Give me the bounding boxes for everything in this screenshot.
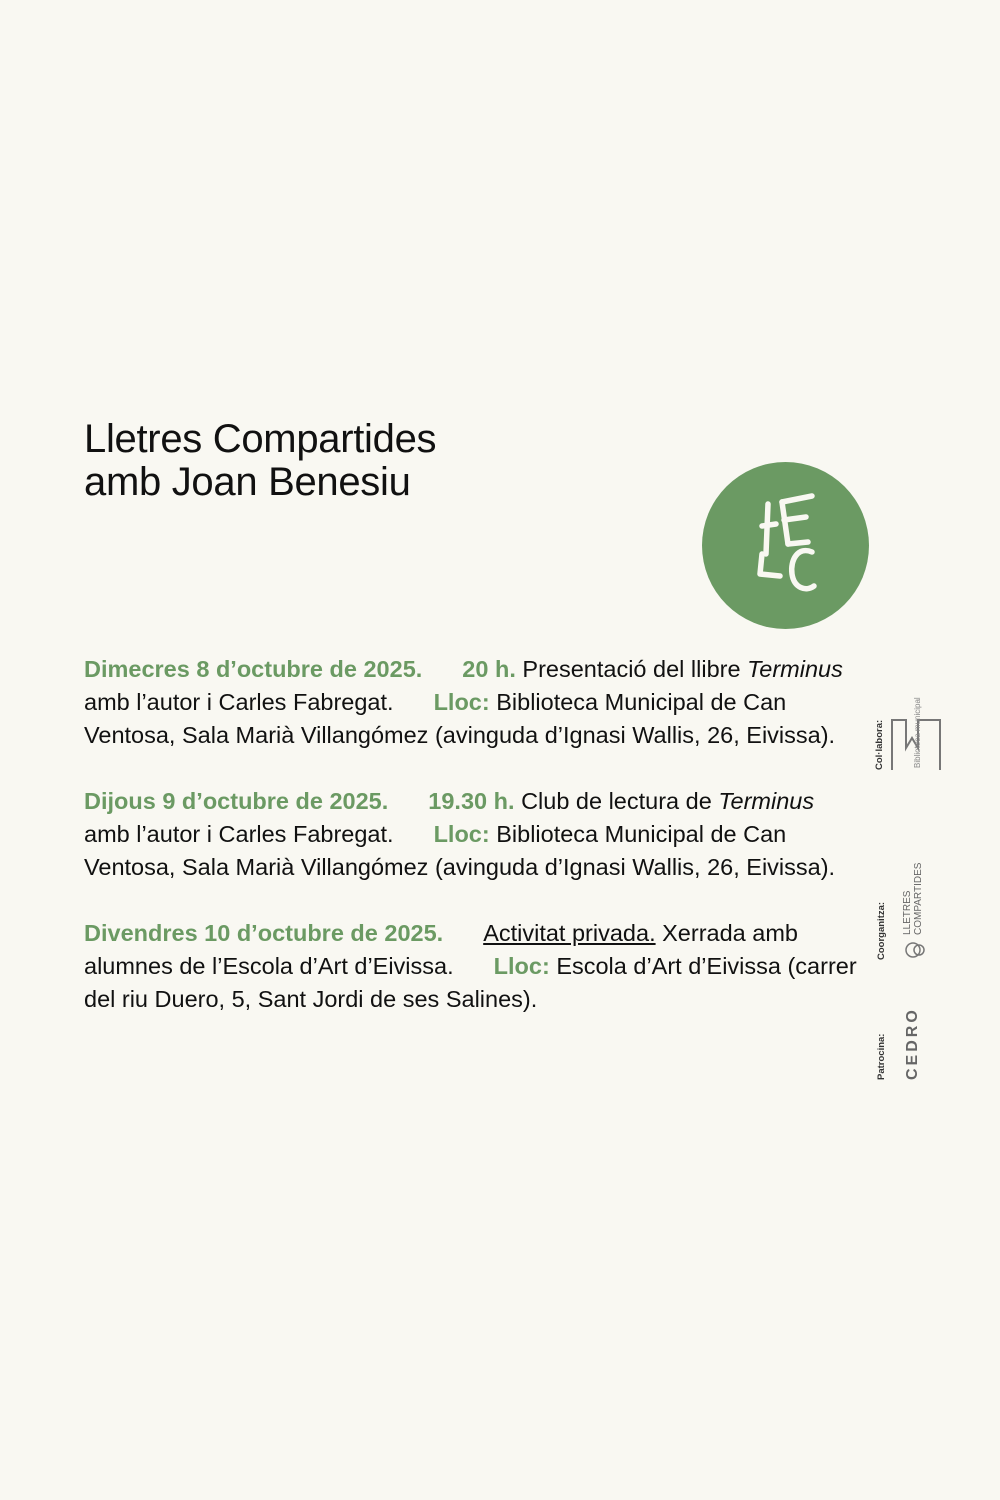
book-title: Terminus bbox=[747, 656, 843, 682]
event-description-rest: amb l’autor i Carles Fabregat. bbox=[84, 689, 394, 715]
event-place: Escola d’Art d’Eivissa (carrer del riu Duero, 5, Sant Jordi de ses Salines). bbox=[84, 953, 857, 1012]
private-activity-label: Activitat privada. bbox=[483, 920, 656, 946]
place-label: Lloc: bbox=[433, 821, 490, 847]
place-label: Lloc: bbox=[493, 953, 550, 979]
lletres-compartides-logo-icon bbox=[702, 462, 869, 629]
title-line-1: Lletres Compartides bbox=[84, 417, 437, 461]
place-label: Lloc: bbox=[433, 689, 490, 715]
event-description: Club de lectura de bbox=[521, 788, 712, 814]
patrocina-label: Patrocina: bbox=[876, 1033, 887, 1080]
coorganitza-label: Coorganitza: bbox=[876, 901, 887, 960]
event-date: Divendres 10 d’octubre de 2025. bbox=[84, 920, 444, 946]
collabora-name: Biblioteca municipal bbox=[913, 697, 922, 768]
event-description: Xerrada amb alumnes de l’Escola d’Art d’Eivissa. bbox=[84, 920, 798, 979]
events-list bbox=[84, 653, 864, 1049]
ampersand-icon bbox=[904, 938, 926, 962]
event-time: 19.30 h. bbox=[428, 788, 515, 814]
event-date: Dijous 9 d’octubre de 2025. bbox=[84, 788, 389, 814]
title-line-2: amb Joan Benesiu bbox=[84, 460, 411, 504]
coorganitza-line-2: COMPARTIDES bbox=[913, 862, 924, 935]
collabora-label: Col·labora: bbox=[874, 719, 885, 770]
event-place: Biblioteca Municipal de Can Ventosa, Sala Marià Villangómez (avinguda d’Ignasi Wallis, 26, Eivissa). bbox=[84, 689, 836, 748]
page-title bbox=[84, 418, 436, 504]
event-place: Biblioteca Municipal de Can Ventosa, Sala Marià Villangómez (avinguda d’Ignasi Wallis, 26, Eivissa). bbox=[84, 821, 836, 880]
coorganitza-line-1: LLETRES bbox=[902, 890, 913, 935]
event-3 bbox=[84, 917, 864, 1016]
event-description-rest: amb l’autor i Carles Fabregat. bbox=[84, 821, 394, 847]
event-description: Presentació del llibre bbox=[522, 656, 741, 682]
event-2 bbox=[84, 785, 864, 884]
event-date: Dimecres 8 d’octubre de 2025. bbox=[84, 656, 423, 682]
event-time: 20 h. bbox=[462, 656, 516, 682]
event-1 bbox=[84, 653, 864, 752]
book-title: Terminus bbox=[718, 788, 815, 814]
cedro-logo: CEDRO bbox=[904, 1007, 921, 1080]
